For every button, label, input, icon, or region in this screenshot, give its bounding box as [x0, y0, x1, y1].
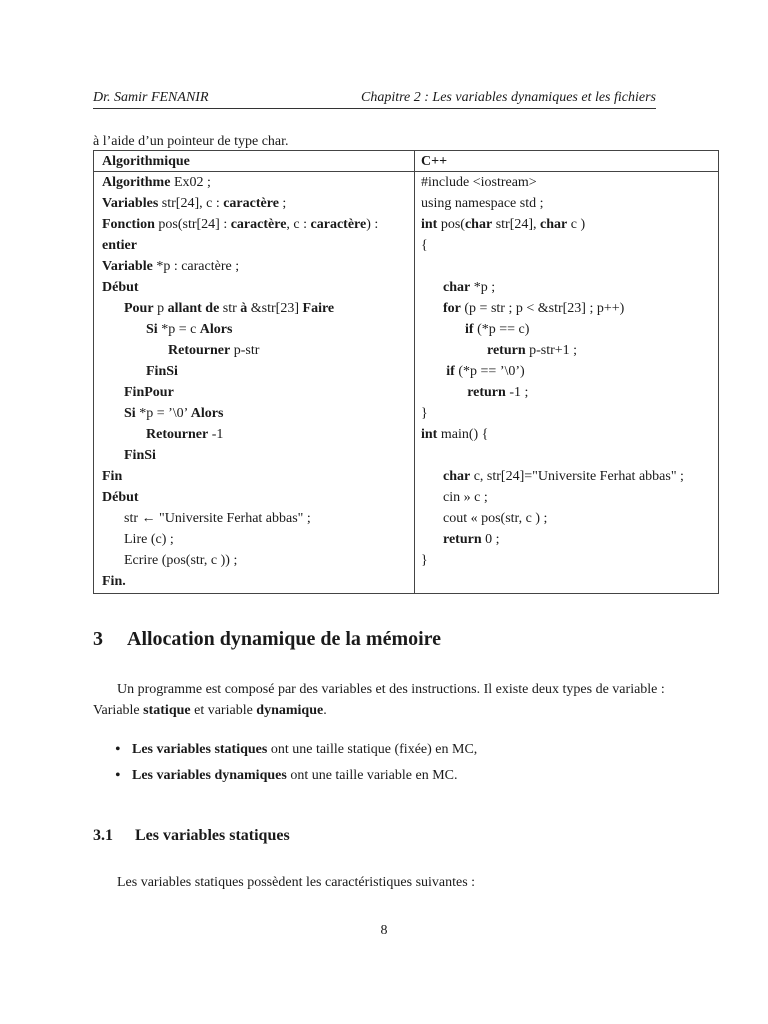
keyword: char [443, 469, 471, 484]
column-header-algorithmique: Algorithmique [102, 154, 190, 169]
bullet-icon: • [115, 741, 121, 758]
code-text: 0 ; [481, 532, 500, 547]
code-text: p-str+1 ; [525, 343, 578, 358]
algorithm-line [102, 216, 378, 234]
keyword: Variable [102, 259, 153, 274]
code-text: -1 [208, 427, 224, 442]
algorithm-line [146, 426, 223, 444]
cpp-line [446, 363, 524, 381]
algorithm-line [102, 489, 139, 507]
cpp-line [421, 552, 428, 570]
keyword: char [464, 217, 493, 232]
keyword: Algorithme [102, 175, 171, 190]
subsection-title: Les variables statiques [135, 827, 290, 844]
bullet-text [132, 767, 458, 785]
bullet-term: Les variables dynamiques [132, 768, 287, 783]
keyword: Fin [102, 469, 123, 484]
code-text: str[24], c : [158, 196, 224, 211]
code-text: main() { [437, 427, 489, 442]
cpp-line [465, 321, 529, 339]
code-text: p-str [230, 343, 260, 358]
code-text: cin » c ; [443, 490, 488, 505]
bullet-term: Les variables statiques [132, 742, 268, 757]
code-text: Un programme est composé par des variables et des instructions. Il existe deux types de variable : Variable [93, 682, 665, 718]
subsection-heading [93, 826, 290, 846]
keyword: caractère [310, 217, 367, 232]
cpp-line [421, 405, 428, 423]
code-text: } [421, 553, 428, 568]
keyword: allant de [167, 301, 220, 316]
code-text: str[24], [492, 217, 541, 232]
keyword: Retourner [146, 427, 209, 442]
keyword: Pour [124, 301, 154, 316]
keyword: char [443, 280, 471, 295]
algorithm-line [124, 447, 156, 465]
code-text: *p = c [157, 322, 200, 337]
algorithm-line [102, 174, 211, 192]
cpp-line [487, 342, 577, 360]
keyword: FinSi [124, 448, 156, 463]
code-text: &str[23] [247, 301, 303, 316]
algorithm-line [124, 384, 174, 402]
subsection-number: 3.1 [93, 827, 113, 844]
keyword: Si [124, 406, 136, 421]
code-text: { [421, 238, 428, 253]
bullet-description: ont une taille variable en MC. [286, 768, 458, 783]
header-chapter: Chapitre 2 : Les variables dynamiques et les fichiers [361, 90, 656, 105]
code-comparison-table [93, 150, 719, 594]
keyword: Si [146, 322, 158, 337]
cpp-line [467, 384, 528, 402]
running-header [93, 89, 656, 109]
cpp-line [443, 510, 547, 528]
cpp-line [443, 531, 500, 549]
cpp-line [443, 279, 495, 297]
code-text: #include <iostream> [421, 175, 537, 190]
algorithm-line [146, 321, 232, 339]
algorithm-line [124, 300, 334, 318]
header-author: Dr. Samir FENANIR [93, 90, 209, 105]
keyword: Faire [302, 301, 335, 316]
algorithm-line [102, 573, 126, 591]
code-text: (*p == c) [473, 322, 530, 337]
keyword: FinSi [146, 364, 178, 379]
code-text: c ) [567, 217, 586, 232]
bullet-icon: • [115, 767, 121, 784]
keyword: Fonction [102, 217, 155, 232]
code-text: , c : [286, 217, 311, 232]
algorithm-line [124, 510, 311, 528]
keyword: Alors [190, 406, 224, 421]
cpp-line [421, 216, 585, 234]
cpp-line [421, 237, 428, 255]
code-text: (p = str ; p < &str[23] ; p++) [460, 301, 625, 316]
code-text: *p ; [470, 280, 496, 295]
cpp-line [443, 300, 624, 318]
section-number: 3 [93, 628, 103, 650]
algorithm-line [102, 237, 137, 255]
code-text: pos(str[24] : [154, 217, 231, 232]
keyword: Alors [199, 322, 233, 337]
code-text: using namespace std ; [421, 196, 544, 211]
column-header-cpp: C++ [421, 154, 448, 169]
keyword: if [446, 364, 455, 379]
keyword: entier [102, 238, 137, 253]
code-text: . [323, 703, 327, 718]
keyword: Variables [102, 196, 159, 211]
code-text: ) : [366, 217, 379, 232]
page-number: 8 [380, 923, 388, 938]
intro-text: à l’aide d’un pointeur de type char. [93, 134, 289, 149]
bullet-description: ont une taille statique (fixée) en MC, [267, 742, 478, 757]
section-paragraph [93, 679, 673, 721]
keyword: dynamique [256, 703, 324, 718]
code-text: et variable [190, 703, 257, 718]
algorithm-line [102, 279, 139, 297]
algorithm-line [124, 405, 223, 423]
code-text: *p : caractère ; [152, 259, 240, 274]
keyword: Début [102, 280, 139, 295]
code-text: cout « pos(str, c ) ; [443, 511, 548, 526]
code-text: ; [278, 196, 287, 211]
cpp-line [443, 489, 488, 507]
subsection-paragraph: Les variables statiques possèdent les caractéristiques suivantes : [117, 875, 476, 890]
keyword: return [467, 385, 506, 400]
keyword: return [487, 343, 526, 358]
keyword: int [421, 217, 438, 232]
algorithm-line [102, 258, 239, 276]
header-divider [94, 171, 718, 172]
code-text: -1 ; [505, 385, 529, 400]
keyword: int [421, 427, 438, 442]
cpp-line [421, 195, 543, 213]
section-title: Allocation dynamique de la mémoire [127, 628, 442, 650]
algorithm-line [168, 342, 259, 360]
keyword: Retourner [168, 343, 231, 358]
keyword: caractère [223, 196, 279, 211]
algorithm-line [124, 552, 237, 570]
algorithm-line [102, 468, 122, 486]
keyword: statique [143, 703, 191, 718]
section-heading [93, 626, 441, 652]
keyword: FinPour [124, 385, 174, 400]
keyword: for [443, 301, 461, 316]
code-text: str [219, 301, 241, 316]
keyword: caractère [230, 217, 287, 232]
keyword: char [540, 217, 568, 232]
code-text: Ecrire (pos(str, c )) ; [124, 553, 238, 568]
algorithm-line [146, 363, 178, 381]
code-text: (*p == ’\0’) [454, 364, 525, 379]
code-text: Ex02 ; [170, 175, 211, 190]
keyword: if [465, 322, 474, 337]
code-text: str ← "Universite Ferhat abbas" ; [124, 511, 311, 526]
cpp-line [421, 174, 537, 192]
algorithm-line [102, 195, 286, 213]
cpp-line [443, 468, 684, 486]
keyword: à [240, 301, 248, 316]
column-divider [414, 151, 415, 593]
algorithm-line [124, 531, 174, 549]
code-text: pos( [437, 217, 465, 232]
bullet-text [132, 741, 477, 759]
cpp-line [421, 426, 488, 444]
keyword: Fin. [102, 574, 126, 589]
keyword: return [443, 532, 482, 547]
code-text: p [153, 301, 168, 316]
keyword: Début [102, 490, 139, 505]
code-text: *p = ’\0’ [135, 406, 191, 421]
code-text: } [421, 406, 428, 421]
code-text: c, str[24]="Universite Ferhat abbas" ; [470, 469, 684, 484]
code-text: Lire (c) ; [124, 532, 174, 547]
